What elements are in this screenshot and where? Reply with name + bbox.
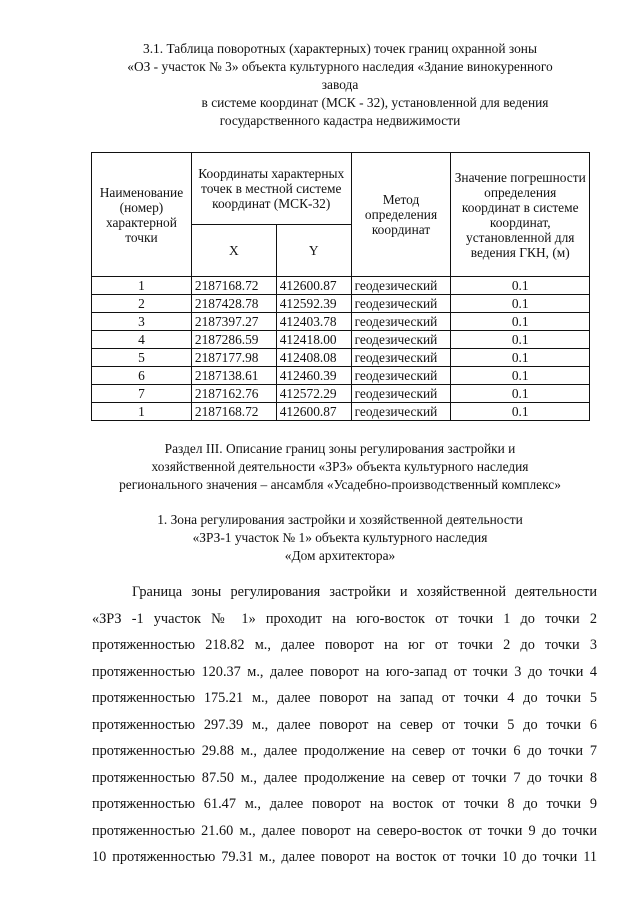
cell-y: 412418.00	[276, 331, 351, 349]
table-row	[92, 331, 590, 349]
cell-num: 3	[92, 313, 192, 331]
cell-x: 2187397.27	[191, 313, 276, 331]
header-point-name: Наименование (номер) характерной точки	[92, 153, 192, 277]
body-line: протяженностью 120.37 м., далее поворот на юго-запад от точки 3 до точки 4	[92, 663, 597, 680]
body-line: «ЗРЗ -1 участок № 1» проходит на юго-восток от точки 1 до точки 2	[92, 610, 597, 627]
table-row	[92, 403, 590, 421]
zone-title	[60, 511, 620, 565]
zone-title-line: 1. Зона регулирования застройки и хозяйственной деятельности	[157, 512, 523, 527]
cell-x: 2187138.61	[191, 367, 276, 385]
cell-method: геодезический	[351, 349, 451, 367]
coordinates-table	[91, 152, 590, 421]
section-heading-line: Раздел III. Описание границ зоны регулирования застройки и	[164, 441, 516, 456]
cell-method: геодезический	[351, 367, 451, 385]
cell-error: 0.1	[451, 313, 590, 331]
cell-x: 2187168.72	[191, 277, 276, 295]
body-line: протяженностью 297.39 м., далее поворот на север от точки 5 до точки 6	[92, 716, 597, 733]
cell-method: геодезический	[351, 277, 451, 295]
cell-x: 2187168.72	[191, 403, 276, 421]
cell-y: 412592.39	[276, 295, 351, 313]
header-x: X	[191, 225, 276, 277]
cell-num: 4	[92, 331, 192, 349]
section-heading-line: хозяйственной деятельности «ЗРЗ» объекта культурного наследия	[151, 459, 529, 474]
cell-error: 0.1	[451, 367, 590, 385]
body-line: протяженностью 61.47 м., далее поворот на восток от точки 8 до точки 9	[92, 796, 597, 812]
caption-line: 3.1. Таблица поворотных (характерных) точек границ охранной зоны	[143, 41, 537, 56]
cell-y: 412403.78	[276, 313, 351, 331]
section-heading	[60, 440, 620, 494]
caption-line: в системе координат (МСК - 32), установленной для ведения	[201, 95, 549, 110]
caption-line: государственного кадастра недвижимости	[219, 113, 461, 128]
table-row	[92, 367, 590, 385]
cell-y: 412460.39	[276, 367, 351, 385]
cell-x: 2187428.78	[191, 295, 276, 313]
caption-line: завода	[321, 77, 359, 92]
cell-x: 2187286.59	[191, 331, 276, 349]
cell-num: 1	[92, 277, 192, 295]
cell-method: геодезический	[351, 295, 451, 313]
table-row	[92, 295, 590, 313]
header-method: Метод определения координат	[351, 153, 451, 277]
cell-num: 5	[92, 349, 192, 367]
cell-y: 412600.87	[276, 277, 351, 295]
cell-error: 0.1	[451, 331, 590, 349]
cell-y: 412572.29	[276, 385, 351, 403]
section-heading-line: регионального значения – ансамбля «Усадебно-производственный комплекс»	[119, 477, 561, 492]
table-caption	[60, 40, 620, 130]
table-row	[92, 277, 590, 295]
cell-error: 0.1	[451, 295, 590, 313]
cell-method: геодезический	[351, 331, 451, 349]
header-error: Значение погрешности определения координат в системе координат, установленной для ведения ГКН, (м)	[451, 153, 590, 277]
body-line: протяженностью 87.50 м., далее продолжение на север от точки 7 до точки 8	[92, 769, 597, 786]
cell-method: геодезический	[351, 403, 451, 421]
cell-y: 412600.87	[276, 403, 351, 421]
header-y: Y	[276, 225, 351, 277]
cell-num: 7	[92, 385, 192, 403]
cell-error: 0.1	[451, 349, 590, 367]
body-line: протяженностью 175.21 м., далее поворот на запад от точки 4 до точки 5	[92, 690, 597, 706]
body-line: протяженностью 29.88 м., далее продолжение на север от точки 6 до точки 7	[92, 743, 597, 759]
body-line: 10 протяженностью 79.31 м., далее поворот на восток от точки 10 до точки 11	[92, 849, 597, 865]
table-row	[92, 349, 590, 367]
cell-x: 2187162.76	[191, 385, 276, 403]
cell-num: 2	[92, 295, 192, 313]
body-line: Граница зоны регулирования застройки и хозяйственной деятельности	[132, 584, 597, 600]
table-row	[92, 313, 590, 331]
table-row	[92, 385, 590, 403]
cell-method: геодезический	[351, 313, 451, 331]
zone-title-line: «ЗРЗ-1 участок № 1» объекта культурного наследия	[192, 530, 488, 545]
header-coordinates: Координаты характерных точек в местной системе координат (МСК-32)	[191, 153, 351, 225]
body-line: протяженностью 218.82 м., далее поворот на юг от точки 2 до точки 3	[92, 637, 597, 653]
zone-title-line: «Дом архитектора»	[284, 548, 396, 563]
cell-error: 0.1	[451, 403, 590, 421]
cell-method: геодезический	[351, 385, 451, 403]
cell-num: 1	[92, 403, 192, 421]
body-line: протяженностью 21.60 м., далее поворот на северо-восток от точки 9 до точки	[92, 822, 597, 839]
cell-x: 2187177.98	[191, 349, 276, 367]
cell-error: 0.1	[451, 385, 590, 403]
body-paragraph	[92, 579, 597, 871]
cell-y: 412408.08	[276, 349, 351, 367]
caption-line: «ОЗ - участок № 3» объекта культурного наследия «Здание винокуренного	[127, 59, 553, 74]
cell-error: 0.1	[451, 277, 590, 295]
cell-num: 6	[92, 367, 192, 385]
